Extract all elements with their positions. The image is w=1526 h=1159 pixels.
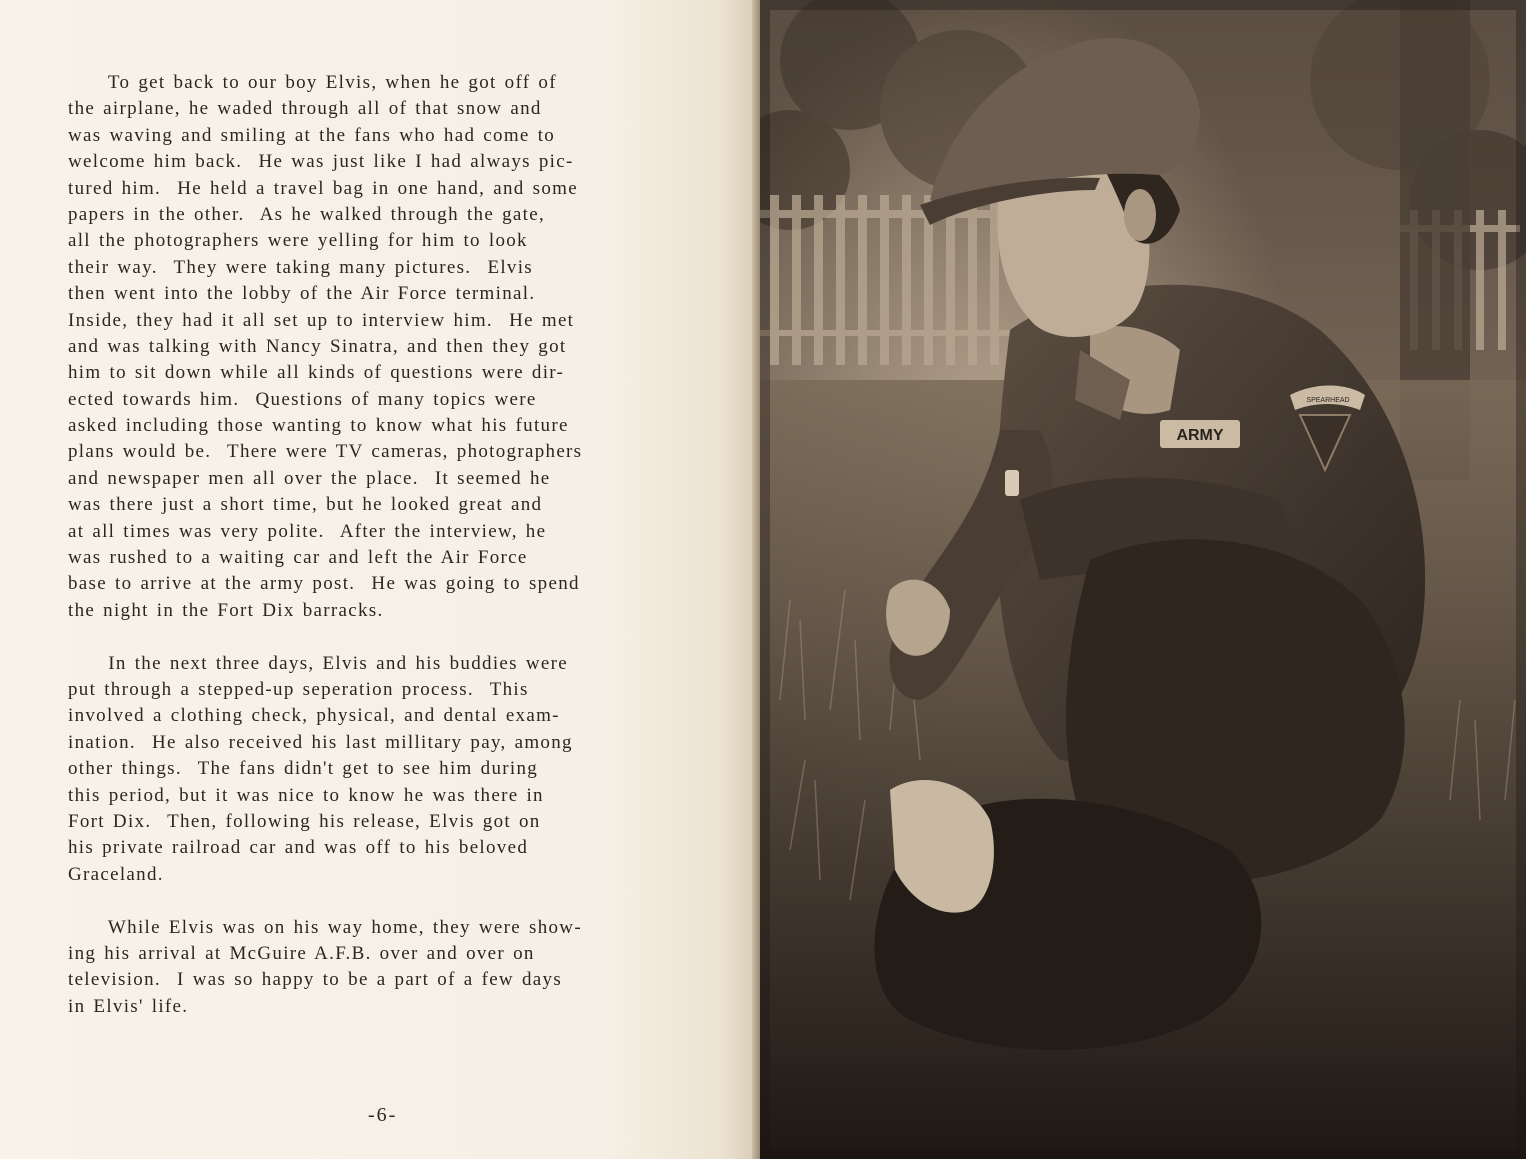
text-line: and newspaper men all over the place. It seemed he <box>68 467 551 489</box>
text-line: and was talking with Nancy Sinatra, and then they got <box>68 335 567 357</box>
text-line: Graceland. <box>68 863 164 885</box>
text-line: papers in the other. As he walked through the gate, <box>68 203 545 225</box>
name-tape-text: ARMY <box>1176 427 1224 444</box>
text-line: tured him. He held a travel bag in one hand, and some <box>68 177 578 199</box>
text-line: at all times was very polite. After the interview, he <box>68 520 547 542</box>
text-line: Fort Dix. Then, following his release, Elvis got on <box>68 810 541 832</box>
text-line: the airplane, he waded through all of that snow and <box>68 98 542 120</box>
text-line: ing his arrival at McGuire A.F.B. over and over on <box>68 942 535 964</box>
text-line: was waving and smiling at the fans who had come to <box>68 124 556 146</box>
text-line: him to sit down while all kinds of questions were dir- <box>68 362 565 384</box>
soldier-photograph <box>760 0 1526 1159</box>
text-line: other things. The fans didn't get to see him during <box>68 758 539 780</box>
text-line: asked including those wanting to know what his future <box>68 415 569 437</box>
text-line: television. I was so happy to be a part of a few days <box>68 969 563 991</box>
paragraph-gap <box>68 624 758 650</box>
spearhead-text: SPEARHEAD <box>1306 397 1350 404</box>
page-number: -6- <box>368 1104 398 1126</box>
paragraph-gap <box>68 888 758 914</box>
text-line: In the next three days, Elvis and his buddies were <box>68 652 568 674</box>
text-line: While Elvis was on his way home, they were show- <box>68 916 582 938</box>
photo-page <box>760 0 1526 1159</box>
text-line: welcome him back. He was just like I had always pic- <box>68 151 574 173</box>
text-line: put through a stepped-up seperation process. This <box>68 678 529 700</box>
text-line: then went into the lobby of the Air Force terminal. <box>68 283 536 305</box>
body-text <box>68 70 758 1020</box>
text-line: base to arrive at the army post. He was going to spend <box>68 573 580 595</box>
text-line: this period, but it was nice to know he was there in <box>68 784 544 806</box>
text-line: all the photographers were yelling for him to look <box>68 230 528 252</box>
text-line: involved a clothing check, physical, and dental exam- <box>68 705 560 727</box>
text-line: their way. They were taking many pictures. Elvis <box>68 256 534 278</box>
text-line: in Elvis' life. <box>68 995 189 1017</box>
text-line: Inside, they had it all set up to interview him. He met <box>68 309 575 331</box>
text-line: plans would be. There were TV cameras, photographers <box>68 441 583 463</box>
text-line: his private railroad car and was off to his beloved <box>68 837 529 859</box>
text-line: ected towards him. Questions of many topics were <box>68 388 537 410</box>
text-page <box>0 0 758 1159</box>
text-line: was rushed to a waiting car and left the Air Force <box>68 547 528 569</box>
text-line: the night in the Fort Dix barracks. <box>68 599 384 621</box>
text-line: was there just a short time, but he looked great and <box>68 494 543 516</box>
wristwatch <box>1005 470 1019 496</box>
text-line: ination. He also received his last millitary pay, among <box>68 731 573 753</box>
text-line: To get back to our boy Elvis, when he got off of <box>68 72 557 93</box>
